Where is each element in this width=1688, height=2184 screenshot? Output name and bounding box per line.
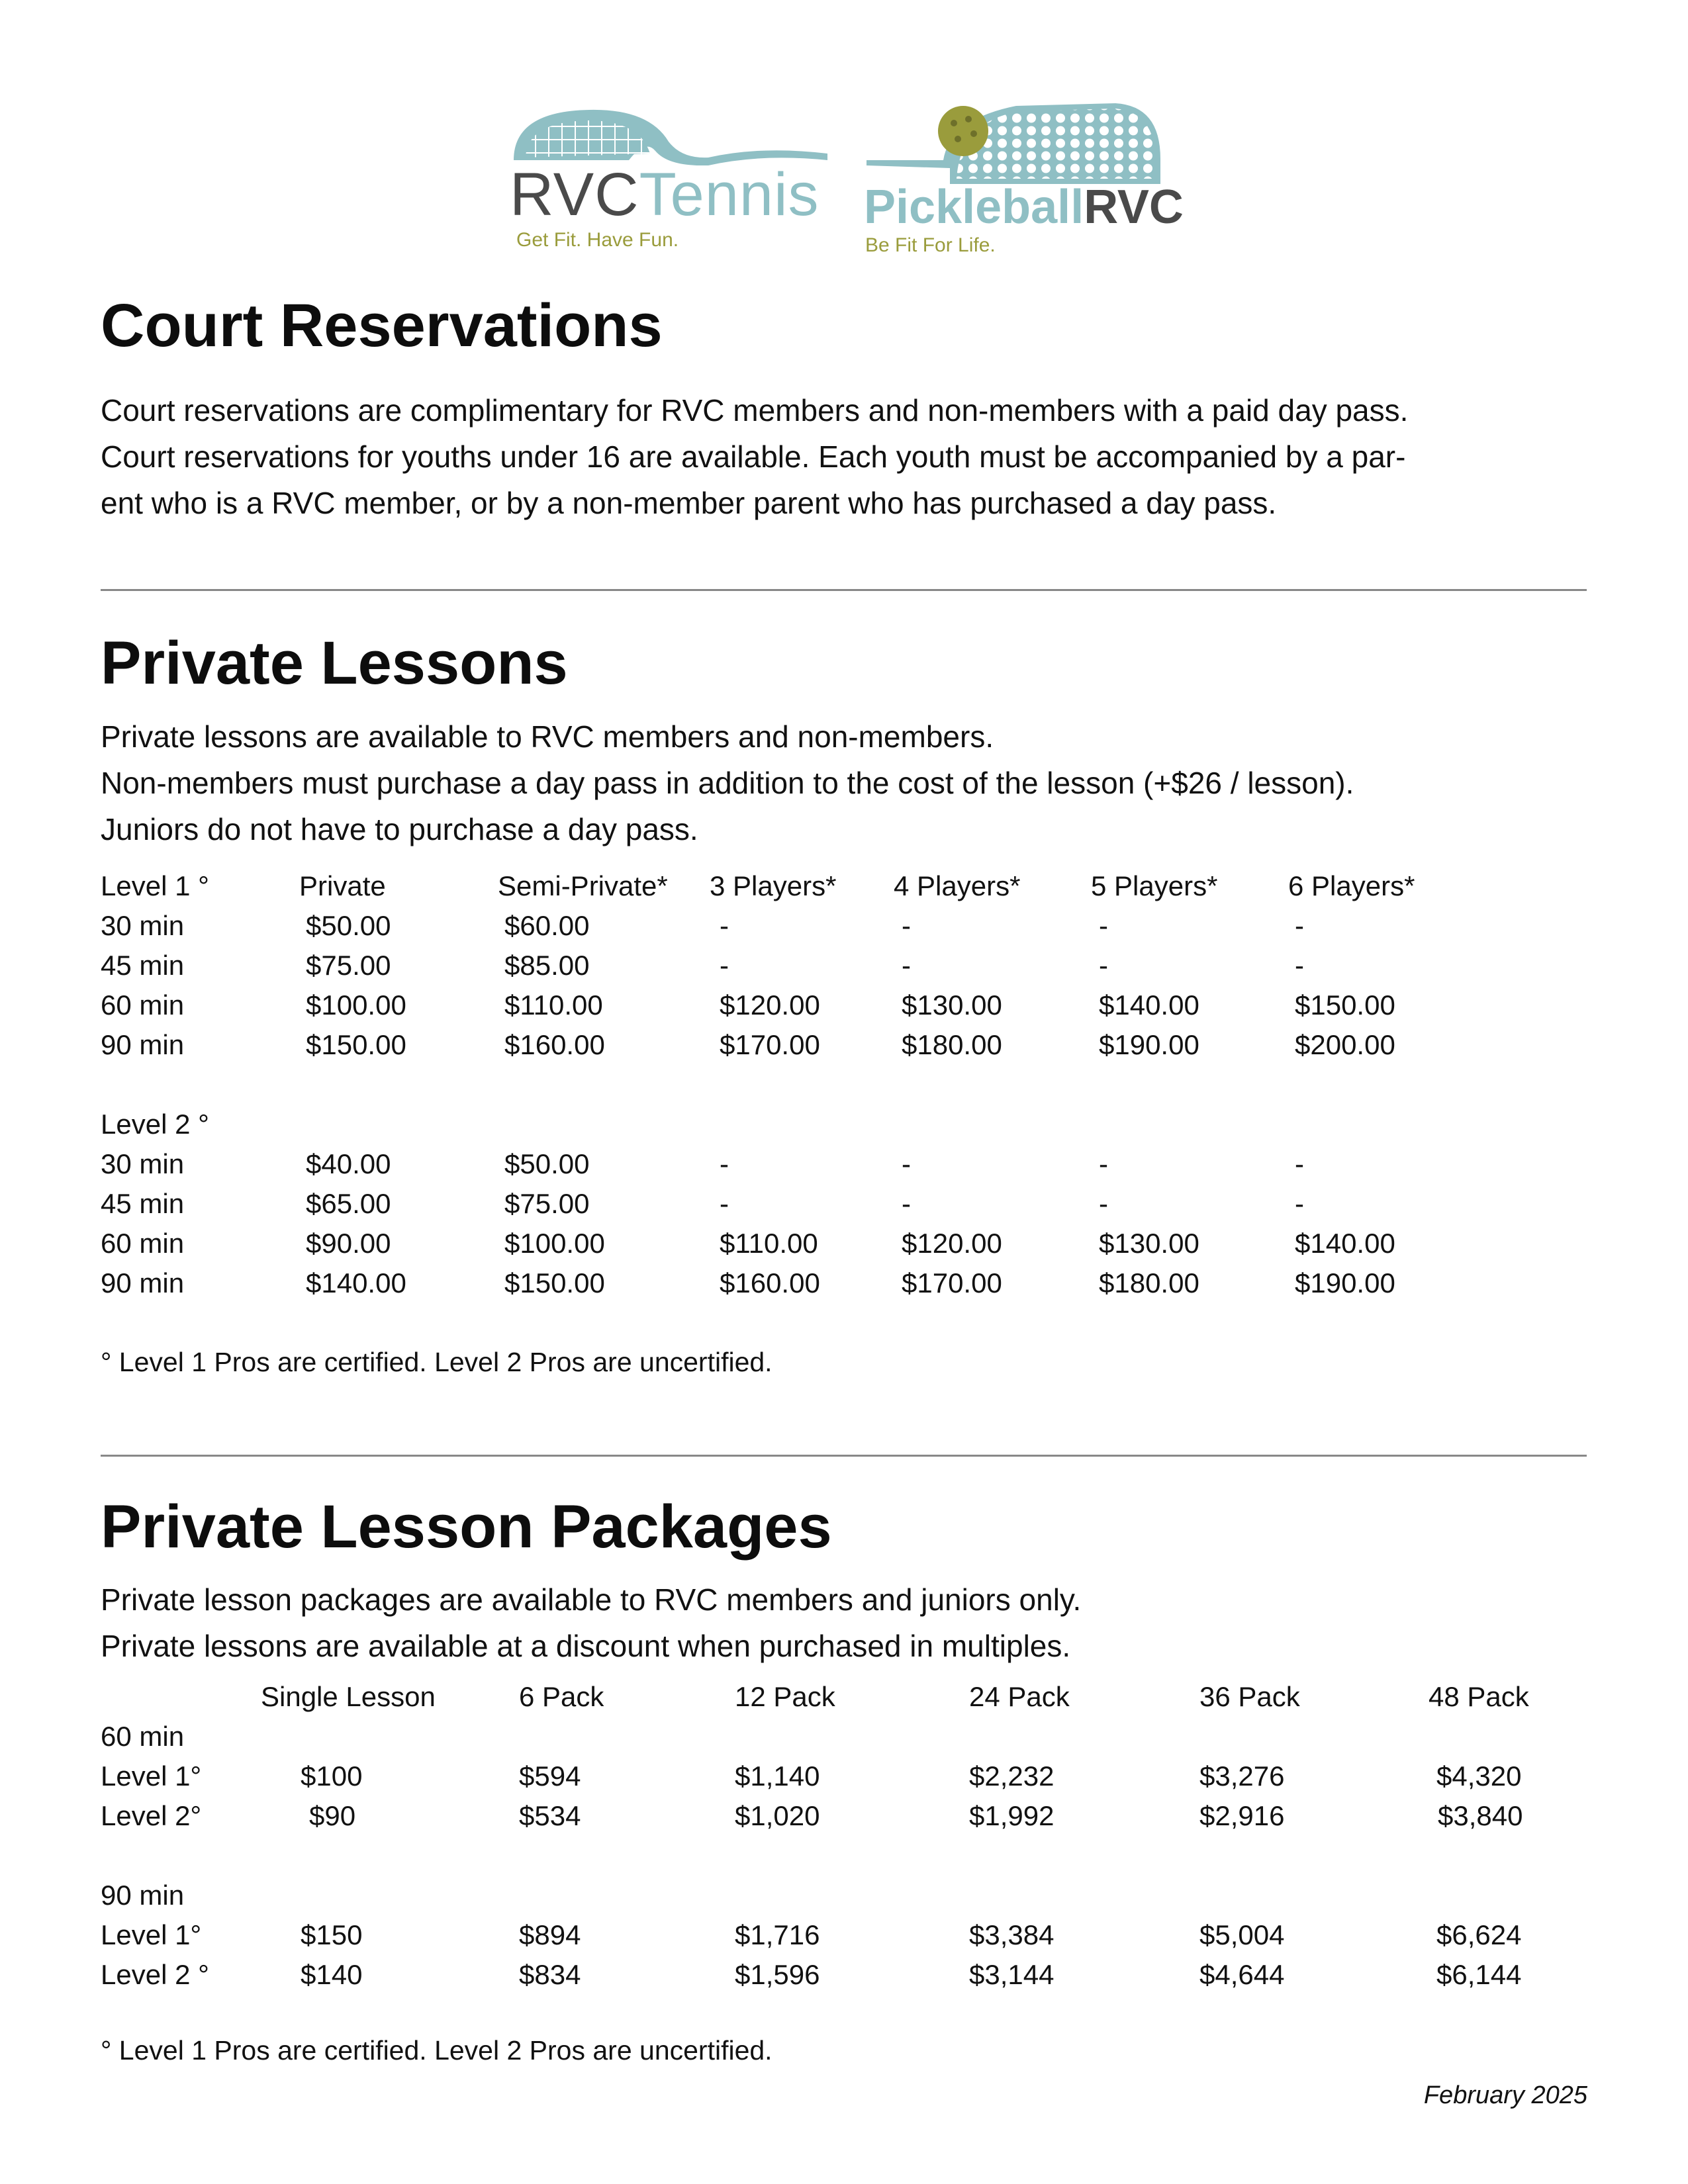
packages-line: Private lessons are available at a discount when purchased in multiples. (101, 1629, 1071, 1663)
table-cell: - (902, 1188, 911, 1219)
table-cell: $170.00 (720, 1029, 820, 1060)
table-cell: Level 1° (101, 1919, 202, 1950)
tennis-logo-wordmark: RVCTennis (510, 161, 820, 228)
table-cell: $5,004 (1199, 1919, 1285, 1950)
table-cell: $85.00 (504, 950, 590, 981)
table-cell: 90 min (101, 1029, 185, 1060)
table-cell: $2,916 (1199, 1800, 1285, 1831)
table-cell: $4,644 (1199, 1959, 1285, 1990)
table-cell: $65.00 (306, 1188, 391, 1219)
table-cell: $100 (301, 1760, 363, 1792)
table-cell: $4,320 (1436, 1760, 1522, 1792)
table-cell: $180.00 (902, 1029, 1002, 1060)
table-cell: - (1295, 1188, 1304, 1219)
packages-text (101, 1576, 1590, 1669)
table-cell: - (1099, 950, 1108, 981)
table-cell: - (1099, 910, 1108, 941)
rvc-tennis-logo (510, 99, 827, 265)
table-cell: Level 2 ° (101, 1109, 209, 1140)
table-cell: $170.00 (902, 1267, 1002, 1298)
private-lessons-title: Private Lessons (101, 629, 568, 697)
private-line: Non-members must purchase a day pass in addition to the cost of the lesson (+$26 / lesson). (101, 766, 1354, 800)
table-cell: $60.00 (504, 910, 590, 941)
table-cell: - (1295, 1148, 1304, 1179)
table-cell: $100.00 (504, 1228, 605, 1259)
tennis-racket-icon (510, 99, 827, 165)
table-cell: $6,624 (1436, 1919, 1522, 1950)
table-cell: $130.00 (1099, 1228, 1199, 1259)
table-cell: $1,716 (735, 1919, 820, 1950)
private-lessons-footnote: ° Level 1 Pros are certified. Level 2 Pros are uncertified. (101, 1347, 773, 1377)
table-cell: $180.00 (1099, 1267, 1199, 1298)
table-cell: 90 min (101, 1880, 185, 1911)
table-cell: - (720, 910, 729, 941)
table-cell: $834 (519, 1959, 581, 1990)
table-cell: 60 min (101, 989, 185, 1021)
table-header: 12 Pack (735, 1681, 835, 1712)
table-cell: Level 2 ° (101, 1959, 209, 1990)
packages-title: Private Lesson Packages (101, 1493, 832, 1561)
table-header: 36 Pack (1199, 1681, 1300, 1712)
table-cell: $160.00 (720, 1267, 820, 1298)
table-cell: $150.00 (504, 1267, 605, 1298)
table-cell: $90.00 (306, 1228, 391, 1259)
table-cell: $150 (301, 1919, 363, 1950)
table-cell: $120.00 (720, 989, 820, 1021)
table-cell: $6,144 (1436, 1959, 1522, 1990)
table-cell: - (1295, 950, 1304, 981)
table-header: 6 Pack (519, 1681, 604, 1712)
table-cell: $110.00 (504, 989, 603, 1021)
table-cell: $1,020 (735, 1800, 820, 1831)
table-cell: $534 (519, 1800, 581, 1831)
pickleball-logo-wordmark: PickleballRVC (864, 181, 1184, 234)
packages-line: Private lesson packages are available to RVC members and juniors only. (101, 1582, 1082, 1617)
section-divider (101, 589, 1587, 591)
pickleball-logo-tagline: Be Fit For Life. (865, 234, 996, 256)
private-line: Private lessons are available to RVC members and non-members. (101, 719, 994, 754)
table-cell: 90 min (101, 1267, 185, 1298)
table-cell: $140.00 (1099, 989, 1199, 1021)
table-cell: $3,384 (969, 1919, 1055, 1950)
table-cell: - (1295, 910, 1304, 941)
table-cell: $1,992 (969, 1800, 1055, 1831)
table-cell: $130.00 (902, 989, 1002, 1021)
table-cell: $150.00 (1295, 989, 1395, 1021)
table-cell: $894 (519, 1919, 581, 1950)
court-line: ent who is a RVC member, or by a non-member parent who has purchased a day pass. (101, 486, 1277, 520)
table-cell: $140.00 (306, 1267, 406, 1298)
table-cell: $100.00 (306, 989, 406, 1021)
table-cell: $190.00 (1295, 1267, 1395, 1298)
table-cell: $190.00 (1099, 1029, 1199, 1060)
logo-header (510, 99, 1184, 265)
private-line: Juniors do not have to purchase a day pass. (101, 812, 698, 846)
table-cell: $3,276 (1199, 1760, 1285, 1792)
table-cell: $75.00 (504, 1188, 590, 1219)
table-cell: $75.00 (306, 950, 391, 981)
table-cell: - (902, 950, 911, 981)
table-cell: - (1099, 1188, 1108, 1219)
table-cell: $120.00 (902, 1228, 1002, 1259)
table-cell: - (902, 1148, 911, 1179)
table-cell: $140.00 (1295, 1228, 1395, 1259)
table-header: 5 Players* (1091, 870, 1218, 901)
pickleball-rvc-logo (864, 99, 1184, 265)
table-cell: $140 (301, 1959, 363, 1990)
packages-footnote: ° Level 1 Pros are certified. Level 2 Pros are uncertified. (101, 2035, 773, 2066)
tennis-logo-tagline: Get Fit. Have Fun. (516, 229, 679, 251)
table-cell: - (720, 1148, 729, 1179)
table-cell: 30 min (101, 910, 185, 941)
table-header: 48 Pack (1429, 1681, 1529, 1712)
table-cell: Level 1° (101, 1760, 202, 1792)
table-cell: $2,232 (969, 1760, 1055, 1792)
court-line: Court reservations for youths under 16 are available. Each youth must be accompanied by a par- (101, 439, 1406, 474)
table-cell: $3,840 (1438, 1800, 1523, 1831)
table-cell: - (720, 1188, 729, 1219)
table-cell: $50.00 (504, 1148, 590, 1179)
table-header: Level 1 ° (101, 870, 209, 901)
table-cell: $1,596 (735, 1959, 820, 1990)
table-header: 24 Pack (969, 1681, 1070, 1712)
table-cell: $40.00 (306, 1148, 391, 1179)
document-date: February 2025 (1423, 2081, 1587, 2109)
private-lessons-text (101, 713, 1590, 852)
section-divider (101, 1455, 1587, 1457)
table-cell: $50.00 (306, 910, 391, 941)
court-reservations-text (101, 387, 1590, 526)
table-cell: 45 min (101, 1188, 185, 1219)
table-cell: $150.00 (306, 1029, 406, 1060)
table-cell: - (720, 950, 729, 981)
table-cell: $200.00 (1295, 1029, 1395, 1060)
table-cell: $1,140 (735, 1760, 820, 1792)
table-cell: $3,144 (969, 1959, 1055, 1990)
table-cell: 45 min (101, 950, 185, 981)
table-header: 6 Players* (1288, 870, 1415, 901)
table-cell: $110.00 (720, 1228, 818, 1259)
table-header: Private (299, 870, 386, 901)
table-cell: 30 min (101, 1148, 185, 1179)
table-cell: - (902, 910, 911, 941)
table-cell: 60 min (101, 1721, 185, 1752)
table-cell: $594 (519, 1760, 581, 1792)
table-header: Single Lesson (261, 1681, 436, 1712)
court-reservations-title: Court Reservations (101, 292, 663, 359)
table-header: Semi-Private* (498, 870, 668, 901)
court-line: Court reservations are complimentary for RVC members and non-members with a paid day pass. (101, 393, 1409, 428)
table-cell: $90 (309, 1800, 356, 1831)
table-cell: $160.00 (504, 1029, 605, 1060)
table-header: 3 Players* (710, 870, 837, 901)
table-cell: Level 2° (101, 1800, 202, 1831)
pickleball-paddle-icon (864, 99, 1178, 185)
table-header: 4 Players* (894, 870, 1021, 901)
table-cell: - (1099, 1148, 1108, 1179)
table-cell: 60 min (101, 1228, 185, 1259)
